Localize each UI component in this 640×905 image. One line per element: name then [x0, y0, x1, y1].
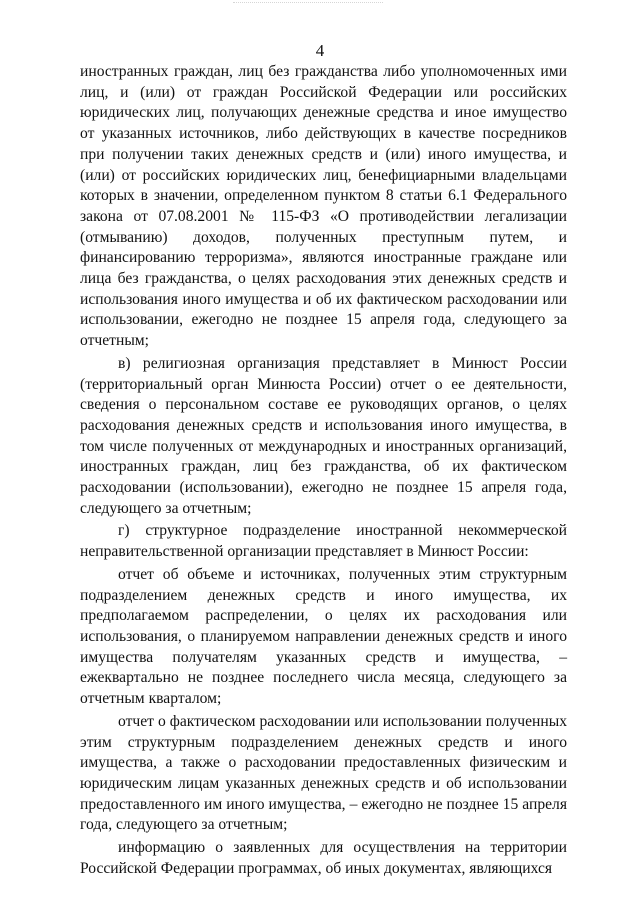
paragraph-item-g: г) структурное подразделение иностранной некоммерческой неправительственной организации представляет в Минюст России: [80, 522, 567, 561]
paragraph-report-actual: отчет о фактическом расходовании или использовании полученных этим структурным подразделением денежных средств и иного имущества, а также о расходовании предоставленных физическим и юридическим лицам указанных денежных средств и об использовании предоставленного им иного имущества, – ежегодно не позднее 15 апреля года, следующего за отчетным; [80, 712, 567, 834]
paragraph-programs-info: информацию о заявленных для осуществления на территории Российской Федерации программах, об иных документах, являющихся [80, 839, 567, 877]
page-number: 4 [315, 41, 325, 60]
paragraph-report-volume: отчет об объеме и источниках, полученных этим структурным подразделением денежных средств и иного имущества, их предполагаемом распределении, о целях их расходования или использования, о планируемом направлении денежных средств и иного имущества получателям указанных средств и имущества, – ежеквартально не позднее последнего числа месяца, следующего за отчетным кварталом; [80, 565, 567, 708]
paragraph-item-v: в) религиозная организация представляет в Минюст России (территориальный орган Минюста России) отчет о ее деятельности, сведения о персональном составе ее руководящих органов, о целях расходования денежных средств и использования иного имущества, в том числе полученных от международных и иностранных организаций, иностранных граждан, лиц без гражданства, об их фактическом расходовании (использовании), ежегодно не позднее 15 апреля года, следующего за отчетным; [80, 354, 567, 517]
paragraph-continuation: иностранных граждан, лиц без гражданства либо уполномоченных ими лиц, и (или) от граждан Российской Федерации или российских юридических лиц, получающих денежные средства и иное имущество от указанных источников, либо действующих в качестве посредников при получении таких денежных средств и (или) иного имущества, и (или) от российских юридических лиц, бенефициарными владельцами которых в значении, определенном пунктом 8 статьи 6.1 Федерального закона от 07.08.2001 № 115-ФЗ «О противодействии легализации (отмыванию) доходов, полученных преступным путем, и финансированию терроризма», являются иностранные граждане или лица без гражданства, о целях расходования этих денежных средств и использования иного имущества и об их фактическом расходовании или использовании, ежегодно не позднее 15 апреля года, следующего за отчетным; [80, 63, 567, 350]
document-body [80, 62, 567, 881]
scan-artifact [233, 2, 383, 9]
